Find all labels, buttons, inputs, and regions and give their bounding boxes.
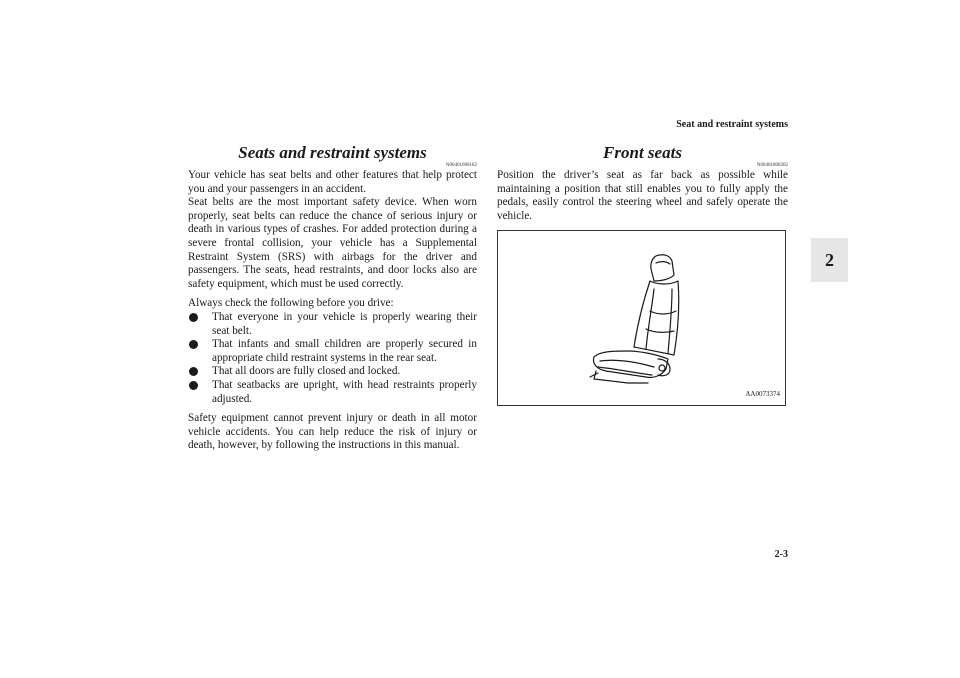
- bullet-icon: [189, 313, 198, 322]
- section-title: Front seats: [603, 143, 682, 162]
- paragraph: Your vehicle has seat belts and other features that help protect you and your passengers in an accident.: [188, 169, 477, 195]
- section-code: N00401600182: [445, 163, 477, 168]
- section-seats-and-restraints: [188, 143, 477, 453]
- bullet-icon: [189, 381, 198, 390]
- bullet-icon: [189, 340, 198, 349]
- figure-code: AA0073374: [745, 389, 780, 398]
- bullet-icon: [189, 367, 198, 376]
- chapter-tab[interactable]: [811, 238, 848, 282]
- car-seat-illustration-icon: [588, 251, 698, 391]
- list-intro: Always check the following before you drive:: [188, 297, 394, 310]
- list-item: That all doors are fully closed and locked.: [188, 365, 477, 379]
- section-title: Seats and restraint systems: [238, 143, 427, 162]
- section-code: N00401800302: [756, 163, 788, 168]
- paragraph: Position the driver’s seat as far back as possible while maintaining a position that still enables you to fully apply the pedals, easily control the steering wheel and safely operate the vehicle.: [497, 169, 788, 222]
- seat-figure: [497, 230, 786, 406]
- page-number: 2-3: [774, 549, 788, 560]
- checklist: [188, 311, 477, 406]
- paragraph: Safety equipment cannot prevent injury or death in all motor vehicle accidents. You can help reduce the risk of injury or death, however, by following the instructions in this manual.: [188, 412, 477, 452]
- section-front-seats: [497, 143, 788, 406]
- list-item: That seatbacks are upright, with head restraints properly adjusted.: [188, 379, 477, 406]
- chapter-number: 2: [825, 249, 834, 270]
- paragraph: Seat belts are the most important safety device. When worn properly, seat belts can reduce the chance of serious injury or death in various types of crashes. For added protection during a severe frontal collision, your vehicle has a Supplemental Restraint System (SRS) with airbags for the driver and passengers. The seats, head restraints, and door locks also are safety equipment, which must be used correctly.: [188, 196, 477, 290]
- list-item: That everyone in your vehicle is properly wearing their seat belt.: [188, 311, 477, 338]
- running-header: Seat and restraint systems: [676, 119, 788, 130]
- list-item: That infants and small children are properly secured in appropriate child restraint systems in the rear seat.: [188, 338, 477, 365]
